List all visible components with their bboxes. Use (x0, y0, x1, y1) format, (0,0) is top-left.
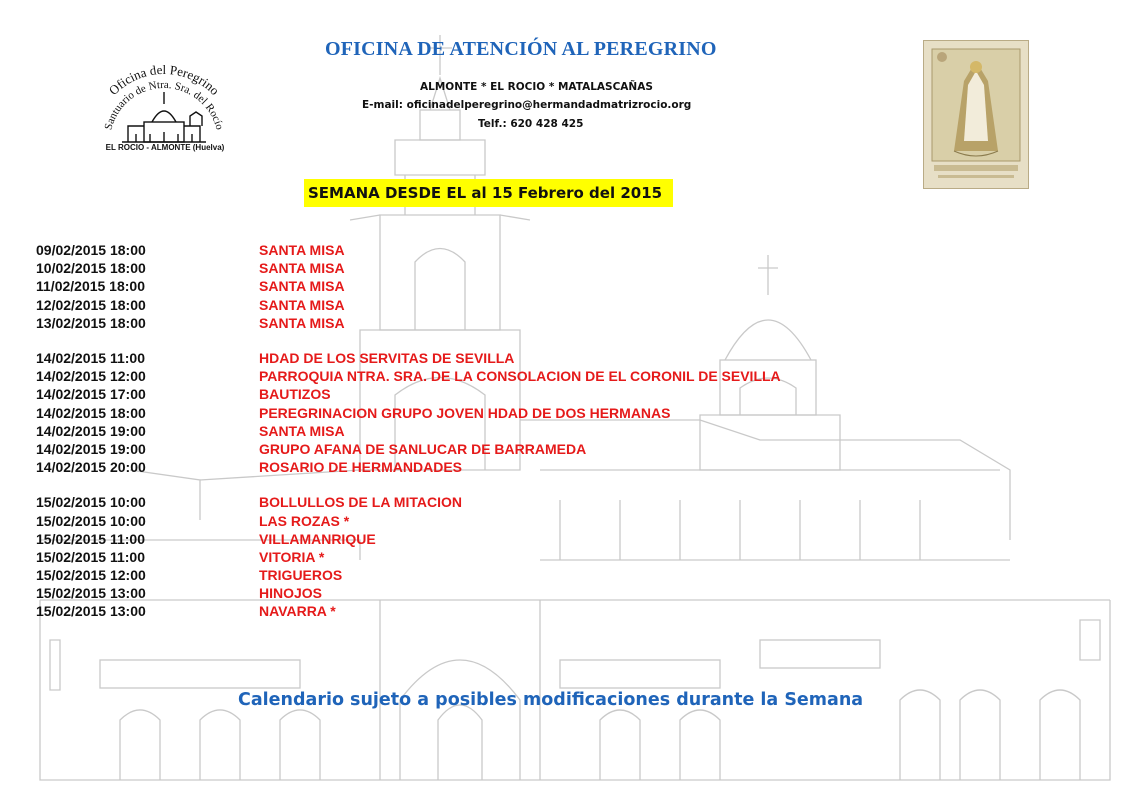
virgin-poster-image (923, 40, 1029, 189)
schedule-event: PARROQUIA NTRA. SRA. DE LA CONSOLACION DE EL CORONIL DE SEVILLA (259, 368, 781, 385)
schedule-datetime: 14/02/2015 18:00 (36, 404, 146, 421)
schedule-datetime: 12/02/2015 18:00 (36, 296, 146, 313)
schedule-row (36, 511, 936, 529)
schedule-event: SANTA MISA (259, 260, 345, 277)
schedule-row (36, 241, 936, 259)
schedule-event: SANTA MISA (259, 242, 345, 259)
schedule-row (36, 296, 936, 314)
schedule-event: VITORIA * (259, 548, 325, 565)
schedule-row (36, 314, 936, 332)
schedule-row (36, 548, 936, 566)
schedule-row (36, 458, 936, 476)
schedule-row (36, 367, 936, 385)
schedule-datetime: 14/02/2015 11:00 (36, 350, 145, 367)
schedule-datetime: 14/02/2015 20:00 (36, 459, 146, 476)
schedule-row (36, 602, 936, 620)
schedule-group (36, 241, 936, 332)
header-email: E-mail: oficinadelperegrino@hermandadmatrizrocio.org (362, 99, 692, 111)
schedule-row (36, 422, 936, 440)
schedule-event: VILLAMANRIQUE (259, 530, 376, 547)
schedule-datetime: 14/02/2015 19:00 (36, 440, 146, 457)
schedule-row (36, 277, 936, 295)
schedule-event: HDAD DE LOS SERVITAS DE SEVILLA (259, 350, 515, 367)
page-title: OFICINA DE ATENCIÓN AL PEREGRINO (325, 38, 717, 60)
schedule-row (36, 385, 936, 403)
schedule-event: PEREGRINACION GRUPO JOVEN HDAD DE DOS HERMANAS (259, 404, 671, 421)
schedule-datetime: 15/02/2015 11:00 (36, 530, 145, 547)
schedule-row (36, 440, 936, 458)
logo-caption: EL ROCIO - ALMONTE (Huelva) (105, 143, 225, 152)
logo-arc-text: Oficina del Peregrino (105, 61, 223, 98)
schedule-datetime: 15/02/2015 10:00 (36, 512, 146, 529)
schedule-event: SANTA MISA (259, 422, 345, 439)
schedule-event: BAUTIZOS (259, 386, 331, 403)
schedule-row (36, 493, 936, 511)
schedule-row (36, 259, 936, 277)
schedule-datetime: 15/02/2015 13:00 (36, 603, 146, 620)
schedule-datetime: 15/02/2015 13:00 (36, 585, 146, 602)
schedule-datetime: 15/02/2015 12:00 (36, 567, 146, 584)
schedule-row (36, 530, 936, 548)
schedule-datetime: 10/02/2015 18:00 (36, 260, 146, 277)
schedule-row (36, 566, 936, 584)
schedule-datetime: 14/02/2015 19:00 (36, 422, 146, 439)
schedule-event: BOLLULLOS DE LA MITACION (259, 494, 462, 511)
footer-note: Calendario sujeto a posibles modificaciones durante la Semana (238, 690, 864, 710)
schedule-datetime: 14/02/2015 17:00 (36, 386, 146, 403)
schedule-event: ROSARIO DE HERMANDADES (259, 459, 463, 476)
schedule-event: GRUPO AFANA DE SANLUCAR DE BARRAMEDA (259, 440, 587, 457)
schedule-event: TRIGUEROS (259, 567, 343, 584)
schedule-datetime: 15/02/2015 11:00 (36, 548, 145, 565)
schedule-datetime: 11/02/2015 18:00 (36, 278, 145, 295)
week-banner: SEMANA DESDE EL al 15 Febrero del 2015 (304, 179, 673, 207)
header-phone: Telf.: 620 428 425 (478, 118, 584, 130)
schedule-event: NAVARRA * (259, 603, 336, 620)
schedule-event: HINOJOS (259, 585, 323, 602)
schedule-group (36, 493, 936, 620)
schedule-datetime: 15/02/2015 10:00 (36, 494, 146, 511)
schedule-row (36, 349, 936, 367)
schedule-datetime: 14/02/2015 12:00 (36, 368, 146, 385)
header-towns: ALMONTE * EL ROCIO * MATALASCAÑAS (420, 81, 653, 93)
schedule-row (36, 404, 936, 422)
schedule-list (36, 241, 936, 638)
schedule-event: LAS ROZAS * (259, 512, 350, 529)
schedule-row (36, 584, 936, 602)
schedule-group (36, 349, 936, 476)
schedule-datetime: 13/02/2015 18:00 (36, 314, 146, 331)
logo-arc-text-2: Santuario de Ntra. Sra. del Rocío (102, 78, 226, 132)
schedule-event: SANTA MISA (259, 296, 345, 313)
schedule-datetime: 09/02/2015 18:00 (36, 242, 146, 259)
schedule-event: SANTA MISA (259, 314, 345, 331)
schedule-event: SANTA MISA (259, 278, 345, 295)
